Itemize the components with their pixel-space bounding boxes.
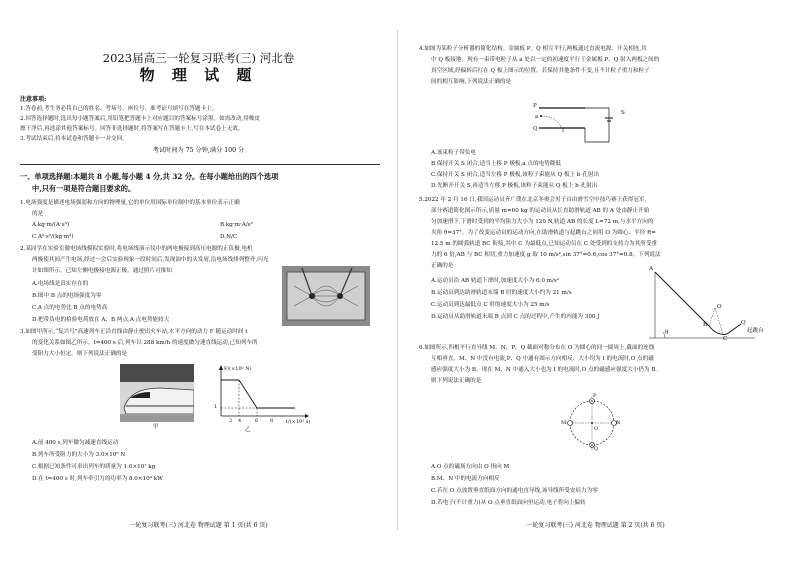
section-heading: 一、单项选择题:本题共 8 小题,每小题 4 分,共 32 分。在每小题给出的四个选项 [20,172,279,181]
q6-stem: 则下列说法正确的是 [431,378,482,384]
q4-option-d: D.先断开开关 S,再适当左移 P 极板,该粒子束能从 Q 板上 b 孔射出 [431,183,598,189]
q4-option-b: B.保持开关 S 闭合,适当上移 P 极板,a 点的电势降低 [431,161,561,167]
q2-option-d: D.把带负电的检验电荷放在 A、B 两点,A 点电势能较大 [32,317,170,323]
q5-stem: 夹角 θ=37°。为了改变运动员的运动方向,在助滑轨道与起跳台之间用 O 为圆心、半径 R= [431,230,656,236]
capacitor-circuit-diagram [527,94,637,146]
q6-option-a: A.O 点的磁场方向由 O 指向 M [431,464,510,470]
label-theta: θ [665,330,669,336]
q5-option-d: D.运动员从助滑轨道末端 B 点到 C 点的过程中,产生的内能为 300 J [431,314,600,320]
q4-stem: 真空区域,经偏转后打在 Q 板上图示的位置。若保持其他条件不变,且不计粒子重力和粒子 [431,68,650,74]
q3-stem: 受阻力大小恒定。则下列说法正确的是 [32,351,128,357]
label-a: a [535,114,539,120]
label-wire-m: M [561,420,567,426]
train-photo [120,364,194,422]
q3-stem: 的变化关系如图乙所示。t=400 s 后,列车以 288 km/h 的速度做匀速直线运动,已知列车所 [32,340,258,346]
q2-stem: 2.某同学在实验室做电场线模拟实验时,将电场线演示仪中的两电极接到高压电源的正负极,电机 [20,246,253,252]
q1-stem: 1.电场强度是描述电场强弱和方向的物理量,它的单位用国际单位制中的基本单位表示正确 [20,200,240,206]
graph-tick: 1 [214,404,218,410]
q6-stem: 感应强度大小为 B。现在 M、N 中通入大小也为 I 的电流时,O 点的磁感应强度大小仍为 B。 [431,367,662,373]
q5-option-a: A.运动员沿 AB 轨道下滑时,加速度大小为 6.0 m/s² [431,278,559,284]
q2-option-b: B.图中 B 点的电场强度为零 [32,293,102,299]
q1-option-c: C.A²·s³/(kg·m²) [32,234,74,240]
q3-option-a: A.前 400 s,列车做匀减速直线运动 [32,440,119,446]
q1-option-d: D.N/C [220,234,238,240]
q2-stem: 两极使其间产生电场,经过一会后实验现象一段时间后,发现油中的头发屑,沿电场线排列整齐,闪光 [32,257,269,263]
label-point-q: Q [741,320,746,326]
q3-stem: 3.如图甲所示,“复兴号”高速列车正沿直线由静止驶出火车站,水平方向的动力 F 随运动时间 t [20,329,248,335]
q4-stem: 间的相互影响,下列说法正确的是 [431,79,512,85]
graph-tick: 8 [270,418,274,424]
q3-option-d: D.在 t=400 s 时,列车牵引力的功率为 8.0×10⁴ kW [32,476,163,482]
q4-stem: 中 Q 板接地。现有一束带电粒子从 a 处以一定的初速度平行于金属板 P、Q 射入两板之间的 [431,57,660,63]
notes-heading: 注意事项: [20,96,47,103]
fig-label-yi: 乙 [245,427,251,433]
label-point-a: A [649,266,654,272]
label-q-plate: Q [533,126,538,132]
fig-label-jia: 甲 [153,424,159,430]
graph-tick: 6 [255,418,259,424]
q5-stem: 12.5 m 的圆弧轨道 BC 衔接,其中 C 为最低点,已知运动员在 C 处受到的支持力为其所受重 [431,241,658,247]
field-lines-photo [282,266,370,326]
q2-stem: 计如图所示。已知左侧电极接电源正极。通过照片可推知 [32,268,172,274]
q5-stem: 部分赛道简化图示所示,质量 m=60 kg 的运动员从长直助滑轨道 AB 的 A 处由静止开始 [431,208,650,214]
note-line: 2.回答选择题时,选出每小题答案后,用铅笔把答题卡上对应题目的答案标号涂黑。如需改动,用橡皮 [20,116,261,122]
label-point-o: O [717,304,722,310]
q5-stem: 匀加速滑下,下滑时受到的平均阻力大小为 120 N,轨道 AB 的长度 L=72 m,与水平方向的 [431,219,654,225]
page-footer: 一轮复习联考(三) 河北卷 物理试题 第 1 页(共 6 页) [129,522,268,529]
divider-line [20,164,380,165]
exam-info: 考试时间为 75 分钟,满分 100 分 [152,147,245,154]
label-point-c: C [723,336,728,342]
q5-stem: 正确的是 [431,263,454,269]
q6-option-b: B.M、N 中的电流方向相反 [431,476,500,482]
q5-stem: 力的 6 倍,AB 与 BC 相切,重力加速度 g 取 10 m/s²,sin 37°=0.6,cos 37°=0.8。下列说法 [431,252,661,258]
label-wire-p: P [593,393,597,399]
label-center-o: O [594,426,599,432]
label-wire-n: N [616,420,621,426]
graph-tick: 4 [238,418,242,424]
q1-option-a: A.kg·m/(A·s³) [32,222,70,228]
label-switch: S [621,110,625,116]
exam-title: 2023届高三一轮复习联考(三) 河北卷 [102,51,295,65]
page-2 [397,0,794,562]
q4-option-a: A.该束粒子带负电 [431,150,476,156]
q6-option-d: D.若电子(不计重力)从 O 点垂直纸面向里运动,电子将向上偏转 [431,500,586,506]
q5-option-b: B.运动员到达助滑轨道末端 B 时的速度大小约为 21 m/s [431,290,572,296]
q1-option-b: B.kg·m·A/s³ [220,222,253,228]
page-footer: 一轮复习联考(三) 河北卷 物理试题 第 2 页(共 6 页) [526,522,665,529]
q6-stem: 互相垂直。M、N 中没有电流,P、Q 中通有图示方向相反、大小均为 I 的电流时,O 点的磁 [431,356,654,362]
q6-stem: 6.如图所示,四根平行直导线 M、N、P、Q 截面对称分布在 O 为圆心的同一圆周上,截面的连线 [419,345,655,351]
note-line: 1.答卷前,考生务必将自己的姓名、考场号、座位号、准考证号填写在答题卡上。 [20,106,218,112]
label-point-b: B [703,322,708,328]
q4-option-c: C.保持开关 S 闭合,适当左移 P 极板,该粒子束能从 Q 板上 b 孔射出 [431,172,600,178]
subject-title: 物 理 试 题 [139,66,258,84]
q6-option-c: C.若在 O 点放置垂直纸面方向的通电直导线,该导线所受安培力为零 [431,488,598,494]
q2-option-c: C.A 点的电势比 B 点的电势高 [32,305,108,311]
q3-option-b: B.列车所受阻力的大小为 3.0×10⁵ N [32,452,126,458]
q2-option-a: A.电场线是真实存在的 [32,281,89,287]
q4-stem: 4.如图为某粒子分析器的简化结构。金属板 P、Q 相互平行,两板通过直流电源、开关相连,其 [419,46,647,52]
label-wire-q: Q [594,446,599,452]
q5-stem: 5.2022 年 2 月 16 日,我国运动员齐广璞在北京冬奥会男子自由滑雪空中技巧赛上获得冠军, [419,197,647,203]
graph-x-label: t/(×10² s) [286,419,311,425]
note-line: 擦干净后,再选涂其他答案标号。回答非选择题时,将答案写在答题卡上,写在本试卷上无效。 [20,126,244,132]
q1-stem: 的是 [32,211,44,217]
label-p-plate: P [533,103,537,109]
graph-tick: 2 [229,418,233,424]
q3-option-c: C.根据已知条件可求出列车的质量为 1.0×10⁷ kg [32,464,156,470]
graph-y-label: F/(×10⁵ N) [224,366,252,372]
section-heading: 中,只有一项是符合题目要求的。 [32,184,136,193]
label-ramp: 起跳台 [747,328,764,334]
q5-option-c: C.运动员到达最低点 C 时的速度大小为 25 m/s [431,302,550,308]
note-line: 3.考试结束后,将本试卷和答题卡一并交回。 [20,136,128,142]
